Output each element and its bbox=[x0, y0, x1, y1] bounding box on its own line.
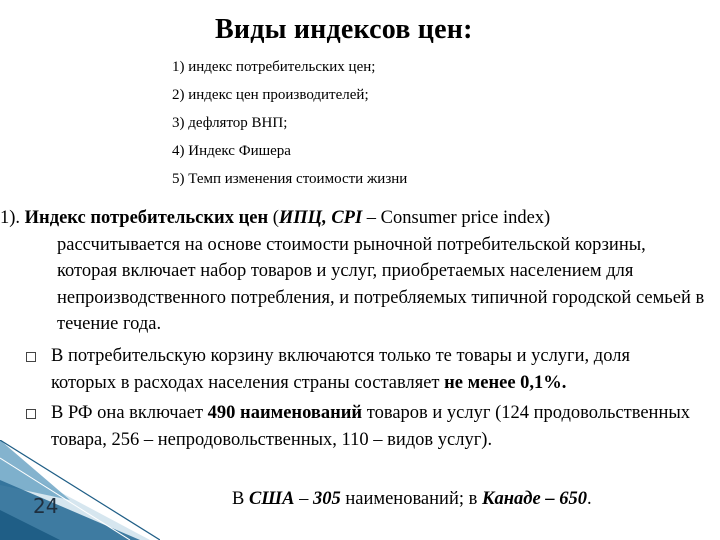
english-name: Consumer price index) bbox=[380, 208, 551, 228]
cpi-abbr: ИПЦ, CPI bbox=[278, 208, 363, 228]
square-bullet-icon bbox=[26, 352, 36, 362]
list-item: 2) индекс цен производителей; bbox=[172, 87, 369, 103]
index-types-list bbox=[172, 60, 407, 200]
cpi-definition bbox=[0, 205, 705, 338]
bullet-bold: 490 наименований bbox=[207, 403, 363, 423]
bullet-text: В РФ она включает bbox=[51, 403, 204, 423]
text: наименований; в bbox=[345, 489, 478, 509]
country-comparison bbox=[232, 486, 592, 513]
bullet-item bbox=[26, 343, 696, 396]
square-bullet-icon bbox=[26, 409, 36, 419]
list-item: 5) Темп изменения стоимости жизни bbox=[172, 171, 408, 187]
cpi-term: Индекс потребительских цен bbox=[24, 208, 269, 228]
list-item: 4) Индекс Фишера bbox=[172, 143, 291, 159]
paren: ( bbox=[272, 208, 279, 228]
text: . bbox=[586, 489, 592, 509]
list-item: 3) дефлятор ВНП; bbox=[172, 115, 288, 131]
bullet-item bbox=[26, 400, 696, 453]
canada-count: 650 bbox=[559, 489, 587, 509]
dash: – bbox=[299, 489, 309, 509]
bullet-bold: не менее 0,1%. bbox=[444, 372, 567, 393]
text: В bbox=[232, 489, 245, 509]
definition-body: рассчитывается на основе стоимости рыночной потребительской корзины, которая включает набор товаров и услуг, приобретаемых населением для непроизводственного потребления, и потребляемых типичной городской семьей в течение года. bbox=[57, 234, 705, 334]
para-number: 1). bbox=[0, 208, 21, 228]
usa-label: США bbox=[248, 489, 295, 509]
dash: – bbox=[545, 489, 555, 509]
bullet-text: товаров и услуг (124 продовольственных товара, 256 – непродовольственных, 110 – видов услуг). bbox=[51, 403, 691, 450]
bullet-text: В потребительскую корзину включаются только те товары и услуги, доля которых в расходах населения страны составляет bbox=[51, 346, 630, 393]
page-number: 24 bbox=[33, 494, 59, 518]
dash: – bbox=[366, 208, 377, 228]
list-item: 1) индекс потребительских цен; bbox=[172, 59, 376, 75]
corner-decoration bbox=[0, 440, 160, 540]
canada-label: Канаде bbox=[481, 489, 541, 509]
page-title: Виды индексов цен: bbox=[215, 14, 473, 45]
usa-count: 305 bbox=[312, 489, 341, 509]
